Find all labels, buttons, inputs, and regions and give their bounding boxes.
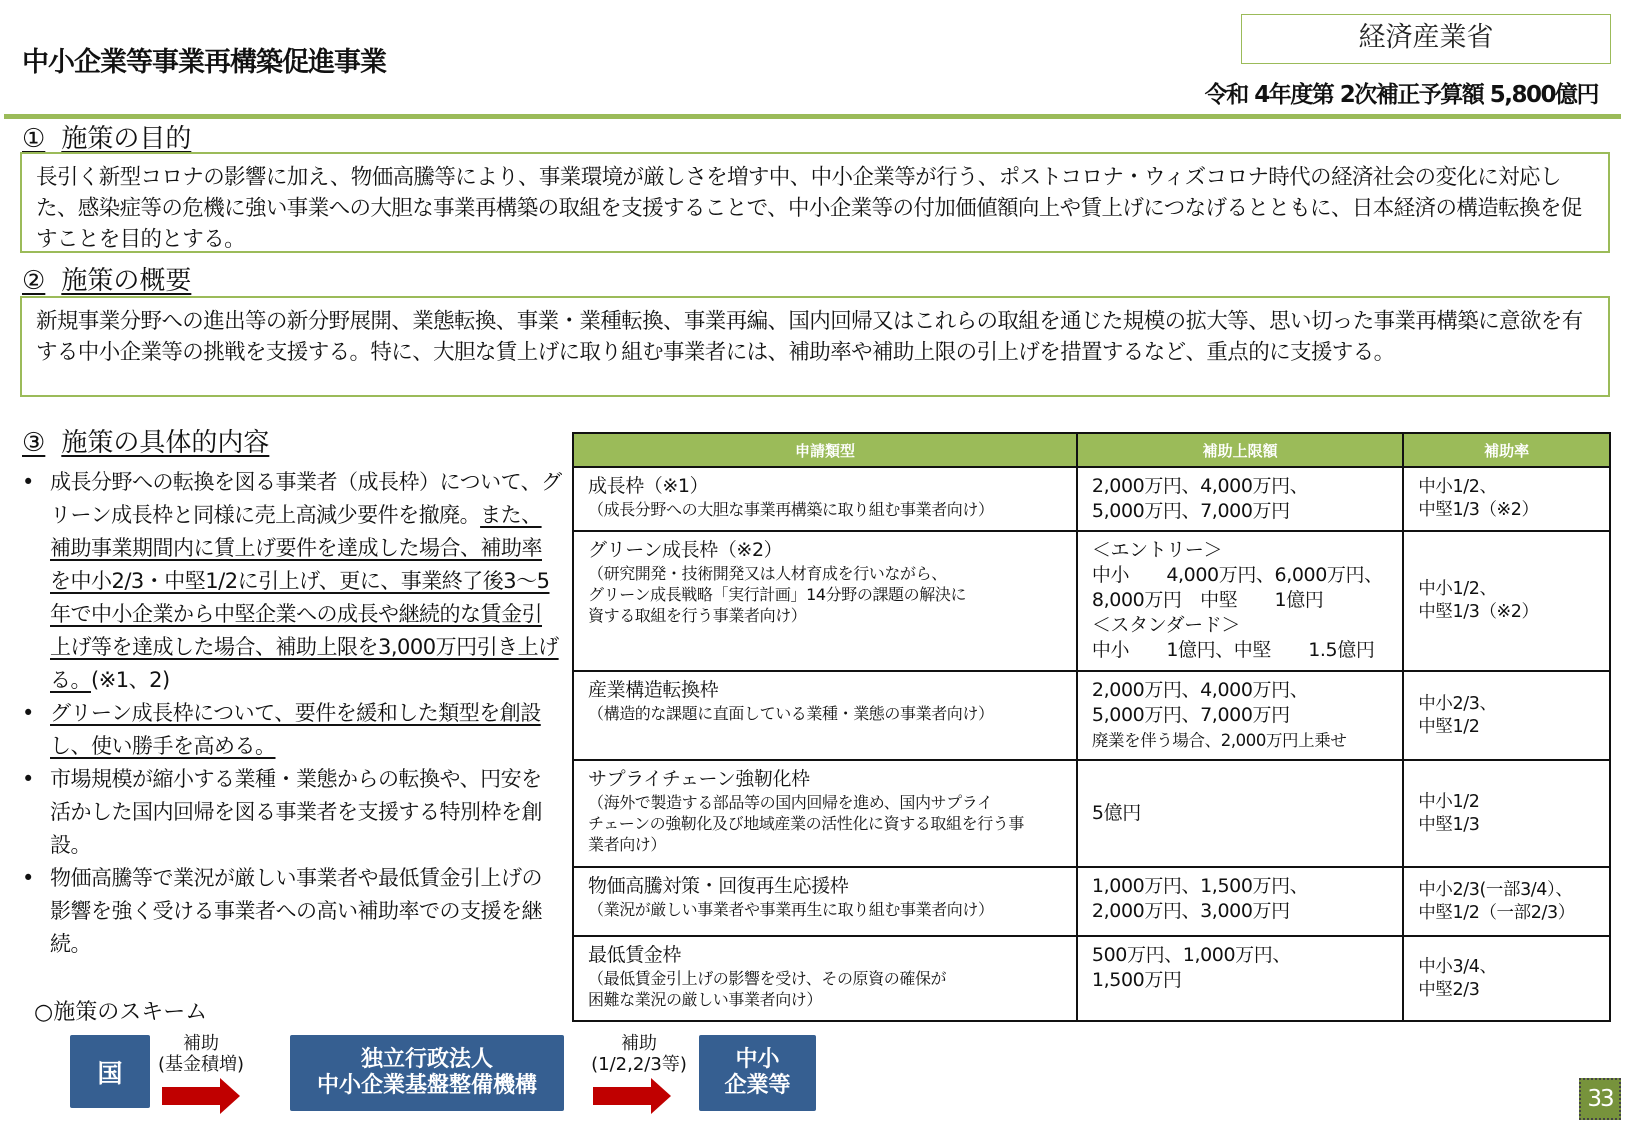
bullet-icon: • xyxy=(22,470,34,494)
frame-description-line: チェーンの強靭化及び地域産業の活性化に資する取組を行う事 xyxy=(588,814,1025,833)
frame-description-line: 資する取組を行う事業者向け） xyxy=(588,606,807,625)
section-number: ① xyxy=(22,124,46,154)
cell-limit xyxy=(1077,760,1403,867)
section-title: 施策の具体的内容 xyxy=(61,428,270,458)
list-item xyxy=(22,763,562,862)
column-header-type: 申請類型 xyxy=(573,433,1077,467)
node-label-line: 中小企業基盤整備機構 xyxy=(316,1073,537,1098)
rate-line: 中小1/2、 xyxy=(1418,579,1497,599)
cell-limit xyxy=(1077,467,1403,531)
limit-line: 5,000万円、7,000万円 xyxy=(1091,704,1290,726)
cell-limit xyxy=(1077,671,1403,760)
rate-line: 中堅2/3 xyxy=(1418,979,1480,1000)
frame-description-line: グリーン成長戦略「実行計画」14分野の課題の解決に xyxy=(588,585,967,604)
cell-type xyxy=(573,867,1077,936)
scheme-node-country xyxy=(70,1035,150,1108)
node-label: 国 xyxy=(97,1058,123,1088)
cell-type xyxy=(573,671,1077,760)
column-header-limit: 補助上限額 xyxy=(1077,433,1403,467)
bullet-text: 成長分野への転換を図る事業者（成長枠）について、グリーン成長枠と同様に売上高減少要件を撤廃。 xyxy=(50,470,562,527)
section-heading-purpose xyxy=(22,118,191,155)
cell-rate xyxy=(1403,936,1610,1021)
frame-name: グリーン成長枠（※2） xyxy=(588,539,783,561)
arrow-label-subsidy xyxy=(584,1033,694,1075)
arrow-right-icon xyxy=(593,1078,673,1114)
cell-type xyxy=(573,760,1077,867)
page-title: 中小企業等事業再構築促進事業 xyxy=(22,47,386,78)
header-divider xyxy=(4,114,1621,119)
details-bullet-list xyxy=(22,466,562,961)
cell-rate xyxy=(1403,867,1610,936)
table-row xyxy=(573,867,1610,936)
section-title: 施策の概要 xyxy=(61,266,192,296)
arrow-label-line: (基金積増) xyxy=(157,1054,245,1075)
cell-type xyxy=(573,467,1077,531)
column-header-rate: 補助率 xyxy=(1403,433,1610,467)
arrow-label-line: 補助 xyxy=(621,1033,657,1054)
frame-description-line: 困難な業況の厳しい事業者向け） xyxy=(588,990,823,1009)
frame-description-line: （海外で製造する部品等の国内回帰を進め、国内サプライ xyxy=(588,793,993,812)
table-row xyxy=(573,467,1610,531)
cell-type xyxy=(573,936,1077,1021)
limit-line: 2,000万円、3,000万円 xyxy=(1091,900,1290,922)
cell-rate xyxy=(1403,760,1610,867)
arrow-label-line: 補助 xyxy=(183,1033,219,1054)
rate-line: 中堅1/3（※2） xyxy=(1418,500,1539,520)
overview-text: 新規事業分野への進出等の新分野展開、業態転換、事業・業種転換、事業再編、国内回帰又はこれらの取組を通じた規模の拡大等、思い切った事業再構築に意欲を有する中小企業等の挑戦を支援する。特に、大胆な賃上げに取り組む事業者には、補助率や補助上限の引上げを措置するなど、重点的に支援する。 xyxy=(36,309,1583,365)
limit-line: 2,000万円、4,000万円、 xyxy=(1091,679,1309,701)
overview-box xyxy=(20,296,1610,397)
rate-line: 中小3/4、 xyxy=(1418,956,1497,977)
rate-line: 中小2/3(一部3/4）、 xyxy=(1418,879,1573,900)
cell-limit xyxy=(1077,867,1403,936)
budget-amount: 令和 4年度第 2次補正予算額 5,800億円 xyxy=(1204,82,1598,108)
frame-name: 最低賃金枠 xyxy=(588,944,682,966)
table-row xyxy=(573,531,1610,671)
purpose-box xyxy=(20,152,1610,253)
arrow-right-icon xyxy=(162,1078,242,1114)
limit-note: 廃業を伴う場合、2,000万円上乗せ xyxy=(1091,731,1347,750)
frame-name: 成長枠（※1） xyxy=(588,475,709,497)
scheme-title: ○施策のスキーム xyxy=(34,1000,208,1025)
node-label-line: 独立行政法人 xyxy=(360,1047,493,1072)
frame-description: （成長分野への大胆な事業再構築に取り組む事業者向け） xyxy=(588,500,994,519)
limit-line: 5,000万円、7,000万円 xyxy=(1091,500,1290,522)
rate-line: 中堅1/3（※2） xyxy=(1418,602,1539,622)
bullet-text-underlined: グリーン成長枠について、要件を緩和した類型を創設し、使い勝手を高める。 xyxy=(50,701,541,758)
section-number: ③ xyxy=(22,428,46,458)
cell-rate xyxy=(1403,531,1610,671)
bullet-text: 市場規模が縮小する業種・業態からの転換や、円安を活かした国内回帰を図る事業者を支援する特別枠を創設。 xyxy=(50,767,542,857)
limit-line: ＜スタンダード＞ xyxy=(1091,614,1240,636)
limit-line: 8,000万円 中堅 1億円 xyxy=(1091,589,1324,611)
limit-line: 2,000万円、4,000万円、 xyxy=(1091,475,1309,497)
arrow-label-line: (1/2,2/3等) xyxy=(591,1054,687,1075)
rate-line: 中小1/2 xyxy=(1418,791,1480,812)
frame-name: 物価高騰対策・回復再生応援枠 xyxy=(588,875,849,897)
table-row xyxy=(573,760,1610,867)
cell-limit xyxy=(1077,531,1403,671)
rate-line: 中小2/3、 xyxy=(1418,693,1497,714)
table-header-row xyxy=(573,433,1610,467)
purpose-text: 長引く新型コロナの影響に加え、物価高騰等により、事業環境が厳しさを増す中、中小企業等が行う、ポストコロナ・ウィズコロナ時代の経済社会の変化に対応した、感染症等の危機に強い事業への大胆な事業再構築の取組を支援することで、中小企業等の付加価値額向上や賃上げにつなげるとともに、日本経済の構造転換を促すことを目的とする。 xyxy=(36,165,1582,252)
list-item xyxy=(22,697,562,763)
section-heading-details xyxy=(22,422,269,459)
rate-line: 中小1/2、 xyxy=(1418,477,1497,497)
limit-line: 5億円 xyxy=(1091,802,1141,824)
scheme-node-sme xyxy=(699,1035,816,1111)
frame-name: 産業構造転換枠 xyxy=(588,679,719,701)
cell-rate xyxy=(1403,467,1610,531)
section-heading-overview xyxy=(22,260,191,297)
rate-line: 中堅1/2（一部2/3） xyxy=(1418,902,1575,923)
limit-line: 1,500万円 xyxy=(1091,969,1182,991)
frame-description: （業況が厳しい事業者や事業再生に取り組む事業者向け） xyxy=(588,900,994,919)
frame-description: （構造的な課題に直面している業種・業態の事業者向け） xyxy=(588,704,994,723)
frame-description-line: 業者向け） xyxy=(588,835,667,854)
rate-line: 中堅1/2 xyxy=(1418,716,1480,737)
node-label-line: 企業等 xyxy=(724,1073,791,1098)
bullet-text-underlined: また、補助事業期間内に賃上げ要件を達成した場合、補助率を中小2/3・中堅1/2に引上げ、更に、事業終了後3～5年で中小企業から中堅企業への成長や継続的な賃金引上げ等を達成した場合、補助上限を3,000万円引き上げる。 xyxy=(50,503,559,692)
table-row xyxy=(573,671,1610,760)
bullet-icon: • xyxy=(22,701,34,725)
limit-line: 中小 4,000万円、6,000万円、 xyxy=(1091,564,1383,586)
frame-description-line: （研究開発・技術開発又は人材育成を行いながら、 xyxy=(588,564,947,583)
bullet-text: 物価高騰等で業況が厳しい事業者や最低賃金引上げの影響を強く受ける事業者への高い補助率での支援を継続。 xyxy=(50,866,542,956)
bullet-icon: • xyxy=(22,866,34,890)
frame-name: サプライチェーン強靭化枠 xyxy=(588,768,810,790)
section-title: 施策の目的 xyxy=(61,124,192,154)
table-row xyxy=(573,936,1610,1021)
rate-line: 中堅1/3 xyxy=(1418,814,1480,835)
list-item xyxy=(22,862,562,961)
ministry-label: 経済産業省 xyxy=(1241,14,1611,64)
cell-type xyxy=(573,531,1077,671)
bullet-footnote: (※1、2) xyxy=(91,668,170,692)
scheme-node-smrj xyxy=(290,1035,564,1111)
limit-line: 1,000万円、1,500万円、 xyxy=(1091,875,1309,897)
arrow-label-fund xyxy=(152,1033,250,1075)
cell-limit xyxy=(1077,936,1403,1021)
limit-line: ＜エントリー＞ xyxy=(1091,539,1223,561)
limit-line: 500万円、1,000万円、 xyxy=(1091,944,1291,966)
node-label-line: 中小 xyxy=(735,1047,780,1072)
limit-line: 中小 1億円、中堅 1.5億円 xyxy=(1091,639,1375,661)
frame-description-line: （最低賃金引上げの影響を受け、その原資の確保が xyxy=(588,969,947,988)
bullet-icon: • xyxy=(22,767,34,791)
cell-rate xyxy=(1403,671,1610,760)
list-item xyxy=(22,466,562,697)
page-number: 33 xyxy=(1579,1078,1621,1120)
application-frames-table xyxy=(572,432,1611,1022)
section-number: ② xyxy=(22,266,46,296)
